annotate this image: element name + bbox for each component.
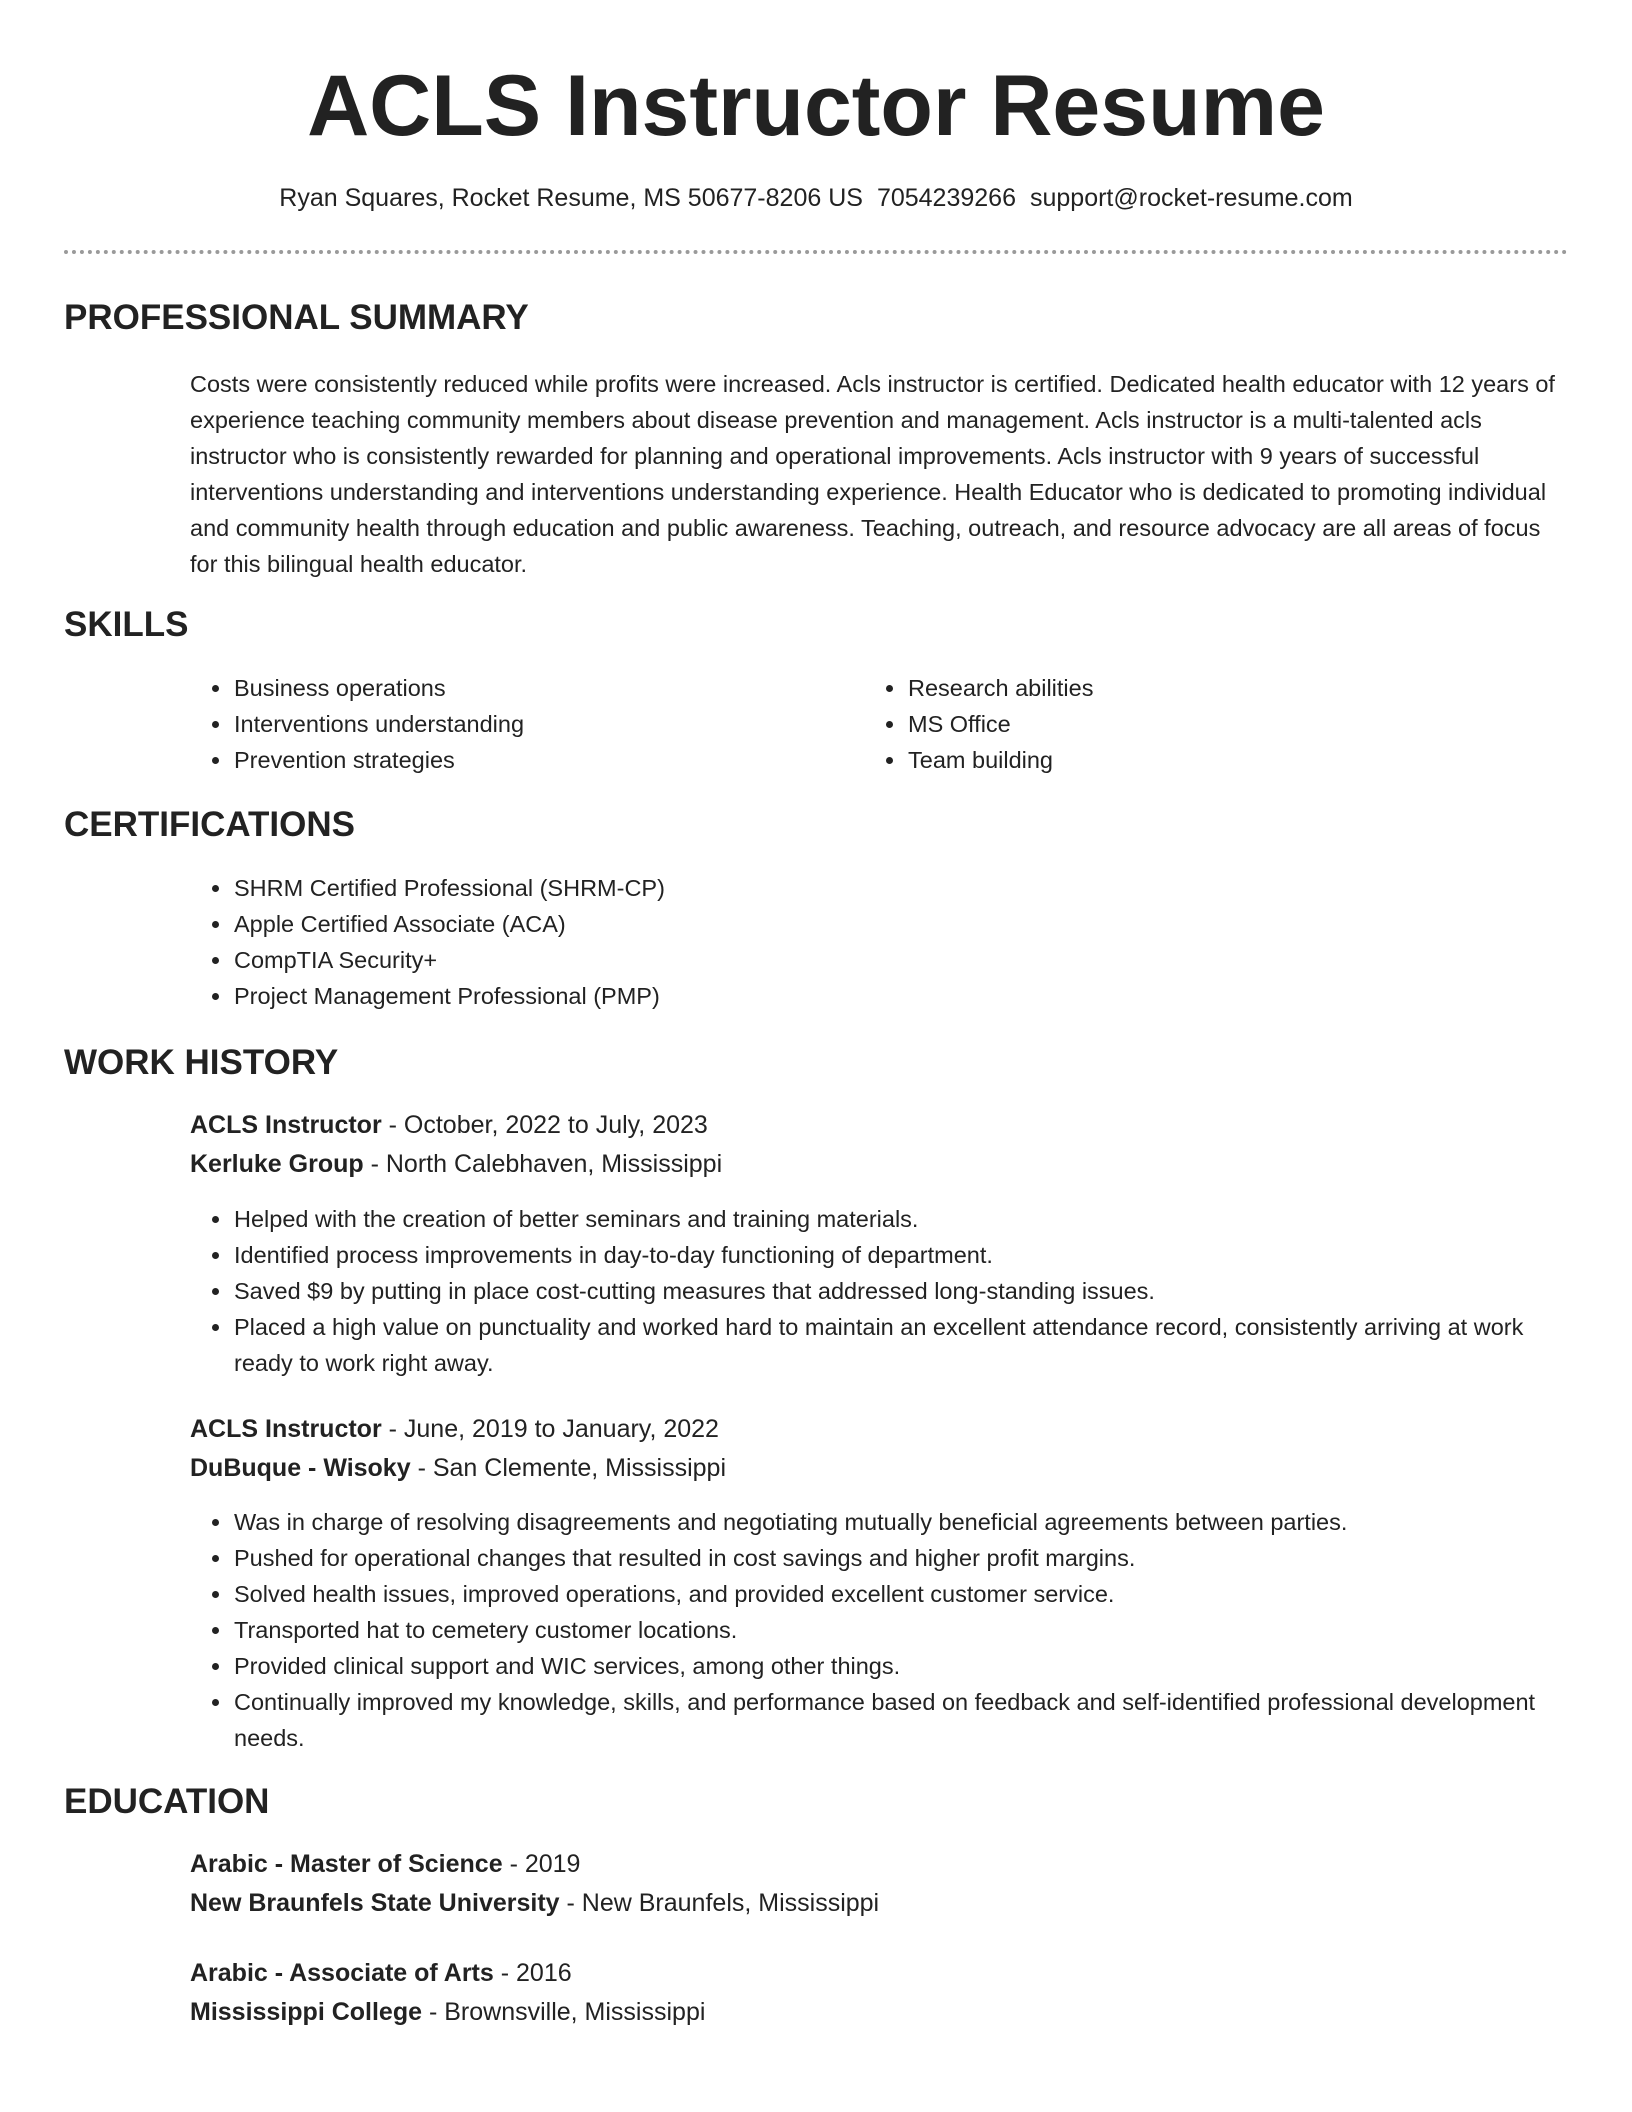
skills-heading: SKILLS	[64, 605, 189, 644]
job-bullet: • Pushed for operational changes that resulted in cost savings and higher profit margins.	[233, 1540, 1573, 1576]
job-company: Kerluke Group	[190, 1150, 364, 1178]
certifications-heading: CERTIFICATIONS	[64, 805, 356, 844]
school-location: - New Braunfels, Mississippi	[559, 1889, 880, 1917]
job-bullets	[190, 1201, 1573, 1381]
skill-item: • Business operations	[233, 670, 853, 706]
job-bullet: • Identified process improvements in day-to-day functioning of department.	[233, 1237, 1573, 1273]
work-history-heading: WORK HISTORY	[64, 1043, 339, 1082]
job-company-line	[190, 1451, 726, 1485]
job-dates: - June, 2019 to January, 2022	[381, 1415, 719, 1443]
contact-address: Ryan Squares, Rocket Resume, MS 50677-8206 US	[279, 184, 863, 212]
job-location: - San Clemente, Mississippi	[410, 1454, 727, 1482]
skill-item: • Interventions understanding	[233, 706, 853, 742]
skill-item: • Research abilities	[907, 670, 1527, 706]
job-title: ACLS Instructor	[190, 1111, 382, 1139]
job-bullet: • Saved $9 by putting in place cost-cutting measures that addressed long-standing issues.	[233, 1273, 1573, 1309]
contact-phone: 7054239266	[876, 184, 1016, 212]
job-bullet: • Helped with the creation of better seminars and training materials.	[233, 1201, 1573, 1237]
job-company-line	[190, 1147, 722, 1181]
skills-list-right	[864, 670, 1527, 778]
skill-item: • MS Office	[907, 706, 1527, 742]
job-bullet: • Was in charge of resolving disagreements and negotiating mutually beneficial agreements between parties.	[233, 1504, 1573, 1540]
header-divider	[64, 250, 1568, 254]
skills-list-left	[190, 670, 853, 778]
job-bullet: • Placed a high value on punctuality and worked hard to maintain an excellent attendance record, consistently arriving at work ready to work right away.	[233, 1309, 1573, 1381]
certification-item: • SHRM Certified Professional (SHRM-CP)	[233, 870, 1533, 906]
certification-item: • Project Management Professional (PMP)	[233, 978, 1533, 1014]
skill-item: • Prevention strategies	[233, 742, 853, 778]
degree-line	[190, 1956, 572, 1990]
degree: Arabic - Master of Science	[190, 1850, 503, 1878]
job-bullets	[190, 1504, 1573, 1756]
job-dates: - October, 2022 to July, 2023	[381, 1111, 708, 1139]
school-line	[190, 1886, 879, 1920]
school-line	[190, 1995, 705, 2029]
job-bullet: • Transported hat to cemetery customer locations.	[233, 1612, 1573, 1648]
job-title-line	[190, 1108, 708, 1142]
job-title-line	[190, 1412, 719, 1446]
skill-item: • Team building	[907, 742, 1527, 778]
job-location: - North Calebhaven, Mississippi	[363, 1150, 723, 1178]
degree-year: - 2019	[502, 1850, 581, 1878]
job-bullet: • Continually improved my knowledge, skills, and performance based on feedback and self-identified professional development needs.	[233, 1684, 1573, 1756]
certification-item: • Apple Certified Associate (ACA)	[233, 906, 1533, 942]
degree: Arabic - Associate of Arts	[190, 1959, 494, 1987]
job-bullet: • Provided clinical support and WIC services, among other things.	[233, 1648, 1573, 1684]
school: Mississippi College	[190, 1998, 423, 2026]
certification-item: • CompTIA Security+	[233, 942, 1533, 978]
contact-line	[0, 182, 1632, 214]
school: New Braunfels State University	[190, 1889, 560, 1917]
job-title: ACLS Instructor	[190, 1415, 382, 1443]
education-heading: EDUCATION	[64, 1782, 270, 1821]
resume-title: ACLS Instructor Resume	[307, 58, 1325, 154]
contact-email: support@rocket-resume.com	[1029, 184, 1353, 212]
summary-text: Costs were consistently reduced while profits were increased. Acls instructor is certified. Dedicated health educator with 12 years of experience teaching community members about disease prevention and management. Acls instructor is a multi-talented acls instructor who is consistently rewarded for planning and operational improvements. Acls instructor with 9 years of successful interventions understanding and interventions understanding experience. Health Educator who is dedicated to promoting individual and community health through education and public awareness. Teaching, outreach, and resource advocacy are all areas of focus for this bilingual health educator.	[190, 371, 1555, 577]
degree-line	[190, 1847, 580, 1881]
certifications-list	[190, 870, 1533, 1014]
summary-heading: PROFESSIONAL SUMMARY	[64, 298, 529, 337]
degree-year: - 2016	[493, 1959, 572, 1987]
job-company: DuBuque - Wisoky	[190, 1454, 411, 1482]
school-location: - Brownsville, Mississippi	[422, 1998, 706, 2026]
job-bullet: • Solved health issues, improved operations, and provided excellent customer service.	[233, 1576, 1573, 1612]
